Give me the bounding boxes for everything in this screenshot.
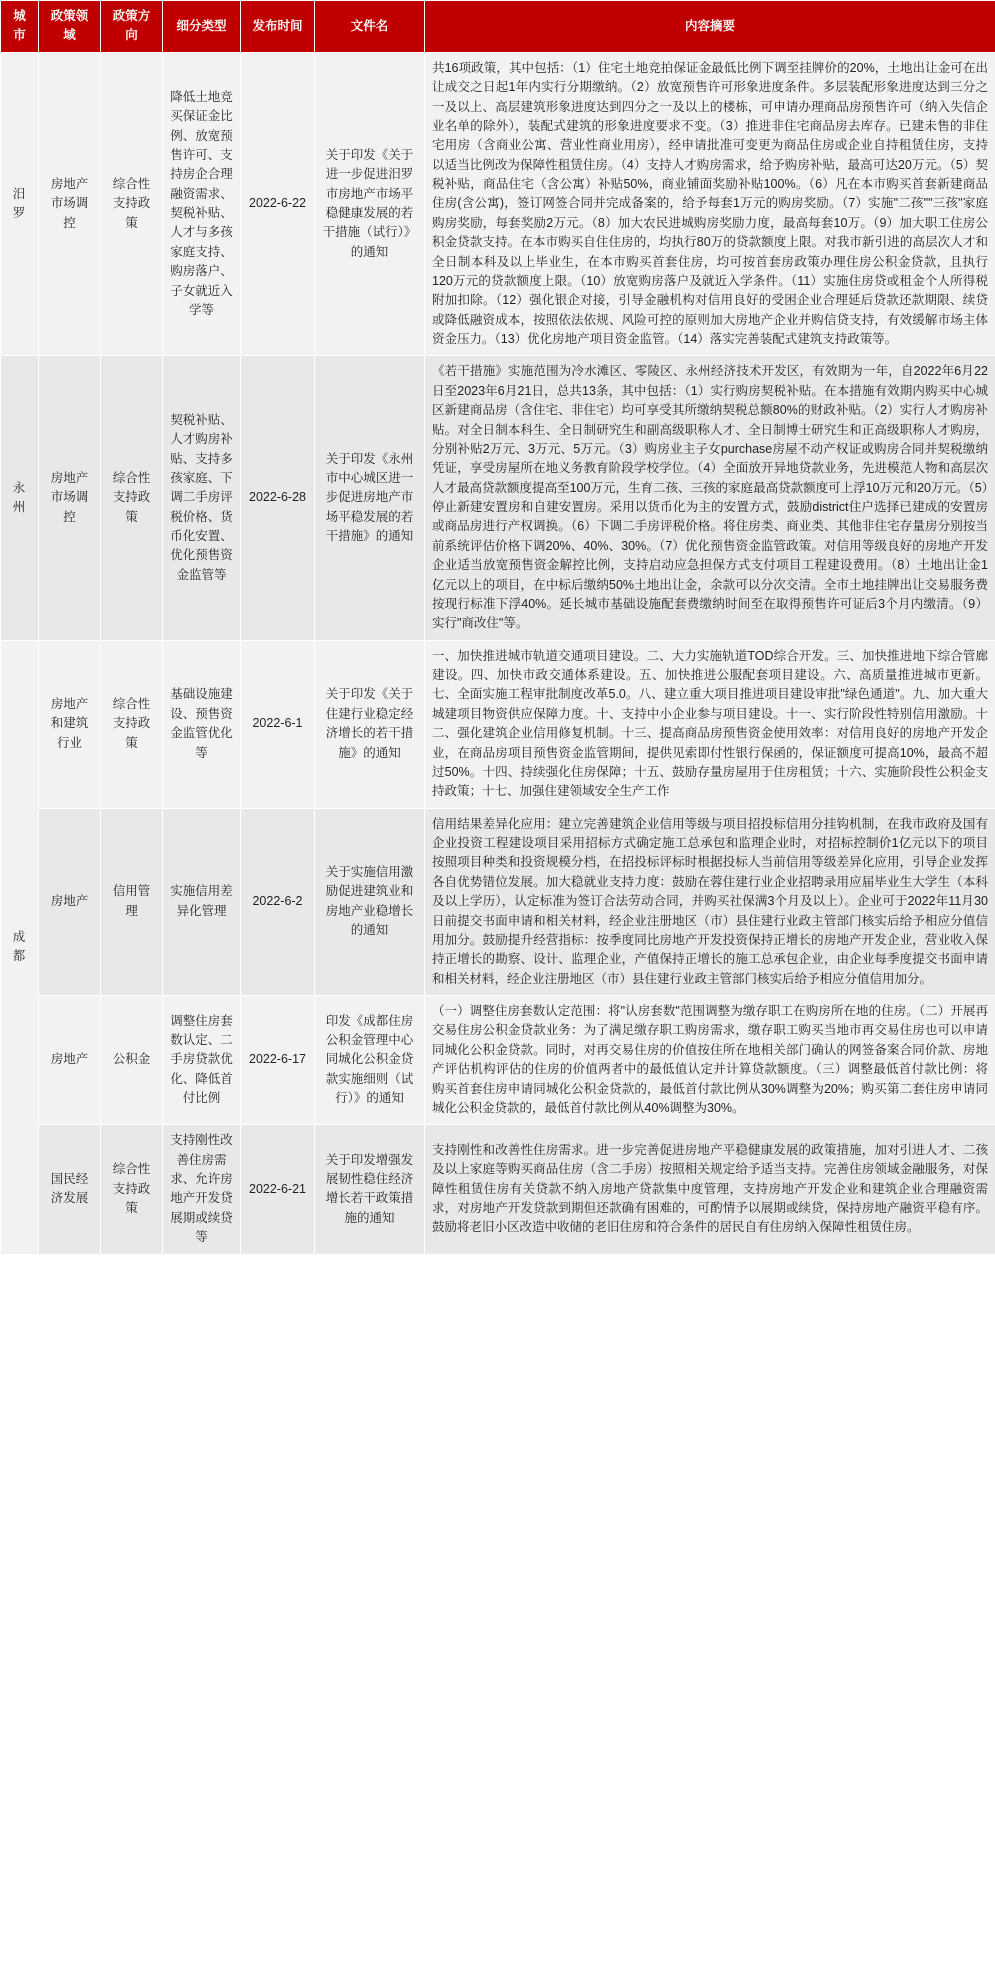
column-header-subtype: 细分类型 (163, 1, 241, 53)
cell-subtype: 支持刚性改善住房需求、允许房地产开发贷展期或续贷等 (163, 1125, 241, 1254)
cell-field: 房地产和建筑行业 (39, 640, 101, 808)
cell-direction: 综合性支持政策 (101, 356, 163, 640)
cell-docname: 关于印发《关于住建行业稳定经济增长的若干措施》的通知 (315, 640, 425, 808)
cell-direction: 信用管理 (101, 808, 163, 995)
cell-subtype: 调整住房套数认定、二手房贷款优化、降低首付比例 (163, 996, 241, 1125)
cell-date: 2022-6-21 (241, 1125, 315, 1254)
cell-subtype: 基础设施建设、预售资金监管优化等 (163, 640, 241, 808)
cell-docname: 关于实施信用激励促进建筑业和房地产业稳增长的通知 (315, 808, 425, 995)
cell-date: 2022-6-2 (241, 808, 315, 995)
cell-direction: 综合性支持政策 (101, 1125, 163, 1254)
cell-field: 房地产市场调控 (39, 52, 101, 356)
column-header-direction: 政策方向 (101, 1, 163, 53)
cell-date: 2022-6-22 (241, 52, 315, 356)
cell-subtype: 实施信用差异化管理 (163, 808, 241, 995)
cell-date: 2022-6-17 (241, 996, 315, 1125)
cell-subtype: 降低土地竞买保证金比例、放宽预售许可、支持房企合理融资需求、契税补贴、人才与多孩家庭支持、购房落户、子女就近入学等 (163, 52, 241, 356)
table-header-row (1, 1, 995, 53)
cell-summary: （一）调整住房套数认定范围：将"认房套数"范围调整为缴存职工在购房所在地的住房。（二）开展再交易住房公积金贷款业务：为了满足缴存职工购房需求，缴存职工购买当地市再交易住房也可以申请同城化公积金贷款。同时，对再交易住房的价值按住所在地相关部门确认的网签备案合同价款、房地产评估机构评估的住房的价值两者中的最低值认定并计算贷款额度。（三）调整最低首付款比例：将购买首套住房申请同城化公积金贷款的，最低首付款比例从30%调整为20%；购买第二套住房申请同城化公积金贷款的，最低首付款比例从40%调整为30%。 (425, 996, 995, 1125)
cell-docname: 关于印发《永州市中心城区进一步促进房地产市场平稳发展的若干措施》的通知 (315, 356, 425, 640)
cell-date: 2022-6-1 (241, 640, 315, 808)
cell-summary: 支持刚性和改善性住房需求。进一步完善促进房地产平稳健康发展的政策措施，加对引进人才、二孩及以上家庭等购买商品住房（含二手房）按照相关规定给予适当支持。完善住房领域金融服务，对保障性租赁住房有关贷款不纳入房地产贷款集中度管理，支持房地产开发企业和建筑企业合理融资需求，对房地产开发贷款到期但还款确有困难的，可酌情予以展期或续贷，保持房地产融资平稳有序。鼓励将老旧小区改造中收储的老旧住房和符合条件的居民自有住房纳入保障性租赁住房。 (425, 1125, 995, 1254)
cell-direction: 综合性支持政策 (101, 52, 163, 356)
cell-city: 成都 (1, 640, 39, 1254)
cell-city: 永州 (1, 356, 39, 640)
table-row (1, 640, 995, 808)
column-header-docname: 文件名 (315, 1, 425, 53)
table-row (1, 52, 995, 356)
table-row (1, 356, 995, 640)
cell-direction: 综合性支持政策 (101, 640, 163, 808)
table-row (1, 808, 995, 995)
cell-summary: 信用结果差异化应用：建立完善建筑企业信用等级与项目招投标信用分挂钩机制，在我市政府及国有企业投资工程建设项目采用招标方式确定施工总承包和监理企业时，对招标控制价1亿元以下的项目按照项目种类和投资规模分档，在招投标评标时根据投标人当前信用等级差异化应用，引导企业发挥各自优势错位发展。加大稳就业支持力度：鼓励在蓉住建行业企业招聘录用应届毕业生大学生（本科及以上学历），认定标准为签订合法劳动合同，并购买社保满3个月及以上）。企业可于2022年11月30日前提交书面申请和相关材料，经企业注册地区（市）县住建行业政主管部门核实后给予相应分值信用加分。鼓励提升经营指标：按季度同比房地产开发投资保持正增长的房地产开发企业，营业收入保持正增长的勘察、设计、监理企业，产值保持正增长的施工总承包企业，由企业每季度提交书面申请和相关材料，经企业注册地区（市）县住建行业政主管部门核实后给予相应分值信用加分。 (425, 808, 995, 995)
cell-summary: 一、加快推进城市轨道交通项目建设。二、大力实施轨道TOD综合开发。三、加快推进地下综合管廊建设。四、加快市政交通体系建设。五、加快推进公服配套项目建设。六、高质量推进城市更新。七、全面实施工程审批制度改革5.0。八、建立重大项目推进项目建设审批"绿色通道"。九、加大重大城建项目物资供应保障力度。十、支持中小企业参与项目建设。十一、实行阶段性特别信用激励。十二、强化建筑企业信用修复机制。十三、提高商品房预售资金使用效率：对信用良好的房地产开发企业，在商品房项目预售资金监管期间，提供见索即付性银行保函的，保证额度可提高10%，最高不超过50%。十四、持续强化住房保障；十五、鼓励存量房屋用于住房租赁；十六、实施阶段性公积金支持政策；十七、加强住建领域安全生产工作 (425, 640, 995, 808)
cell-docname: 关于印发增强发展韧性稳住经济增长若干政策措施的通知 (315, 1125, 425, 1254)
cell-summary: 《若干措施》实施范围为冷水滩区、零陵区、永州经济技术开发区，有效期为一年，自2022年6月22日至2023年6月21日，总共13条，其中包括：（1）实行购房契税补贴。在本措施有效期内购买中心城区新建商品房（含住宅、非住宅）均可享受其所缴纳契税总额80%的财政补贴。（2）实行人才购房补贴。对全日制本科生、全日制研究生和副高级职称人才、全日制博士研究生和正高级职称人才购房，分别补贴2万元、3万元、5万元。（3）购房业主子女purchase房屋不动产权证或购房合同并契税缴纳凭证，享受房屋所在地义务教育阶段学校学位。（4）全面放开异地贷款业务，先进模范人物和高层次人才最高贷款额度提高至100万元，生育二孩、三孩的家庭最高贷款额度可上浮10万元和20万元。（5）停止新建安置房和自建安置房。采用以货币化为主的安置方式，鼓励district住户选择已建成的安置房或商品房进行产权调换。（6）下调二手房评税价格。将住房类、商业类、其他非住宅存量房分别按当前系统评估价格下调20%、40%、30%。（7）优化预售资金监管政策。对信用等级良好的房地产开发企业适当放宽预售资金解控比例，支持启动应急担保方式支付项目工程建设费用。（8）土地出让金1亿元以上的项目，在中标后缴纳50%土地出让金，余款可以分次交清。全市土地挂牌出让交易服务费按现行标准下浮40%。延长城市基础设施配套费缴纳时间至在取得预售许可证后3个月内缴清。（9）实行"商改住"等。 (425, 356, 995, 640)
cell-subtype: 契税补贴、人才购房补贴、支持多孩家庭、下调二手房评税价格、货币化安置、优化预售资金监管等 (163, 356, 241, 640)
cell-field: 房地产 (39, 808, 101, 995)
cell-date: 2022-6-28 (241, 356, 315, 640)
cell-docname: 关于印发《关于进一步促进汨罗市房地产市场平稳健康发展的若干措施（试行）》的通知 (315, 52, 425, 356)
cell-docname: 印发《成都住房公积金管理中心同城化公积金贷款实施细则（试行）》的通知 (315, 996, 425, 1125)
cell-direction: 公积金 (101, 996, 163, 1125)
cell-field: 房地产市场调控 (39, 356, 101, 640)
cell-field: 国民经济发展 (39, 1125, 101, 1254)
cell-summary: 共16项政策，其中包括：（1）住宅土地竞拍保证金最低比例下调至挂牌价的20%，土地出让金可在出让成交之日起1年内实行分期缴纳。（2）放宽预售许可形象进度条件。多层装配形象进度达到三分之一及以上、高层建筑形象进度达到四分之一及以上的楼栋，可申请办理商品房预售许可（纳入失信企业名单的除外），装配式建筑的形象进度要求不变。（3）推进非住宅商品房去库存。已建未售的非住宅用房（含商业公寓、营业性商业用房），经申请批准可变更为商品住房或企业自持租赁住房，支持以适当比例改为保障性租赁住房。（4）支持人才购房需求，给予购房补贴，最高可达20万元。（5）契税补贴，商品住宅（含公寓）补贴50%，商业铺面奖励补贴100%。（6）凡在本市购买首套新建商品住房(含公寓)，签订网签合同并完成备案的，给予每套1万元的购房奖励。（7）实施"二孩""三孩"家庭购房奖励，每套奖励2万元。（8）加大农民进城购房奖励力度，最高每套10万。（9）加大职工住房公积金贷款支持。在本市购买自住住房的，均执行80万的贷款额度上限。对我市新引进的高层次人才和全日制本科及以上毕业生，在本市购买首套住房，均可按首套房政策办理住房公积金贷款，且执行120万元的贷款额度上限。（10）放宽购房落户及就近入学条件。（11）实施住房贷或租金个人所得税附加扣除。（12）强化银企对接，引导金融机构对信用良好的受困企业合理延后贷款还款期限、续贷或降低融资成本，按照依法依规、风险可控的原则加大房地产企业并购信贷支持，有效缓解市场主体资金压力。（13）优化房地产项目资金监管。（14）落实完善装配式建筑支持政策等。 (425, 52, 995, 356)
column-header-date: 发布时间 (241, 1, 315, 53)
column-header-city: 城市 (1, 1, 39, 53)
cell-city: 汨罗 (1, 52, 39, 356)
column-header-field: 政策领域 (39, 1, 101, 53)
table-row (1, 996, 995, 1125)
table-row (1, 1125, 995, 1254)
cell-field: 房地产 (39, 996, 101, 1125)
column-header-summary: 内容摘要 (425, 1, 995, 53)
